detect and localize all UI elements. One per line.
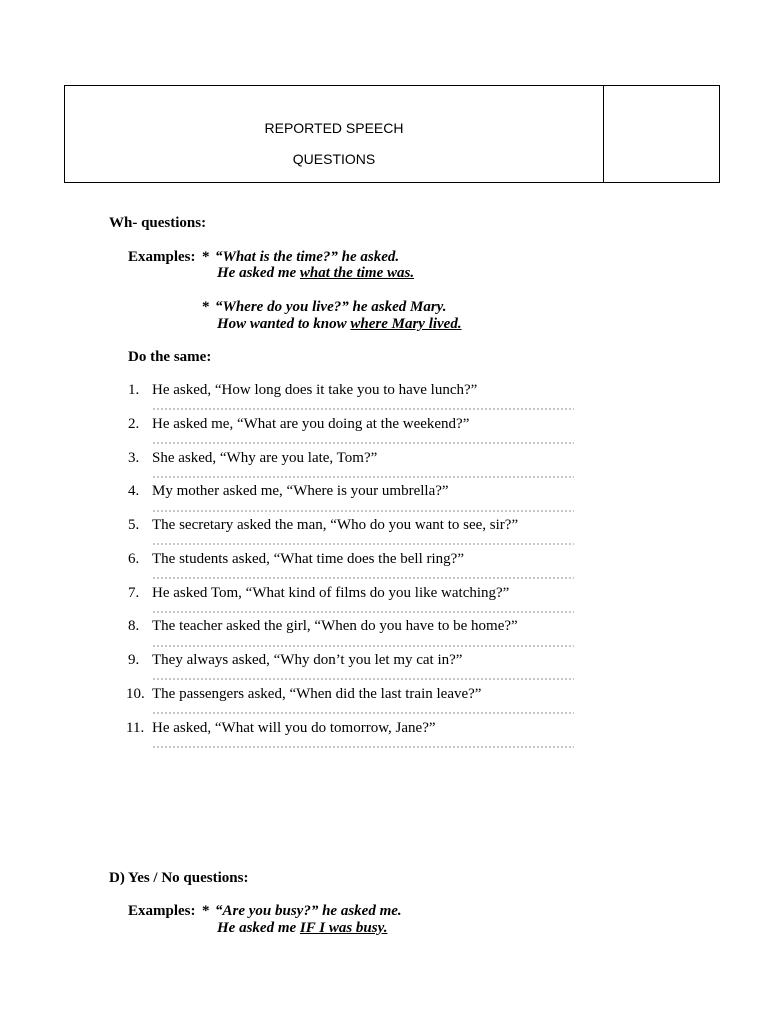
question-text: He asked Tom, “What kind of films do you like watching?” [152, 585, 510, 601]
page-subtitle: QUESTIONS [292, 151, 376, 167]
answer-line[interactable] [152, 746, 574, 748]
do-the-same-heading: Do the same: [128, 349, 212, 365]
question-number: 9. [128, 652, 140, 668]
question-number: 7. [128, 585, 140, 601]
wh-example1-bullet: * [202, 249, 210, 265]
yesno-example1-reported-underlined: IF I was busy. [299, 920, 388, 936]
answer-line[interactable] [152, 577, 574, 579]
yesno-example1-reported-lead: He asked me [217, 920, 300, 936]
yesno-example1-reported [217, 920, 387, 937]
question-text: The secretary asked the man, “Who do you want to see, sir?” [152, 517, 519, 533]
answer-line[interactable] [152, 442, 574, 444]
question-number: 3. [128, 450, 140, 466]
question-text: They always asked, “Why don’t you let my cat in?” [152, 652, 463, 668]
answer-line[interactable] [152, 712, 574, 714]
yesno-example1-bullet: * [202, 903, 210, 919]
wh-example1-quote: “What is the time?” he asked. [215, 249, 400, 265]
answer-line[interactable] [152, 543, 574, 545]
yesno-examples-label: Examples: [128, 903, 196, 919]
wh-example2-bullet: * [202, 299, 210, 315]
yesno-heading: D) Yes / No questions: [109, 870, 249, 886]
question-text: My mother asked me, “Where is your umbrella?” [152, 483, 449, 499]
wh-examples-label: Examples: [128, 249, 196, 265]
question-text: She asked, “Why are you late, Tom?” [152, 450, 378, 466]
page-title: REPORTED SPEECH [264, 120, 404, 136]
answer-line[interactable] [152, 611, 574, 613]
question-text: He asked, “How long does it take you to have lunch?” [152, 382, 478, 398]
wh-heading: Wh- questions: [109, 215, 207, 231]
question-text: The teacher asked the girl, “When do you have to be home?” [152, 618, 518, 634]
answer-line[interactable] [152, 645, 574, 647]
wh-example1-reported [217, 265, 414, 282]
answer-line[interactable] [152, 678, 574, 680]
question-number: 2. [128, 416, 140, 432]
question-number: 11. [126, 720, 145, 736]
question-text: The students asked, “What time does the bell ring?” [152, 551, 464, 567]
question-number: 6. [128, 551, 140, 567]
question-number: 8. [128, 618, 140, 634]
question-number: 5. [128, 517, 140, 533]
wh-example2-quote: “Where do you live?” he asked Mary. [215, 299, 447, 315]
question-number: 1. [128, 382, 140, 398]
question-text: He asked, “What will you do tomorrow, Jane?” [152, 720, 436, 736]
question-number: 10. [126, 686, 145, 702]
question-number: 4. [128, 483, 140, 499]
wh-example2-reported-underlined: where Mary lived. [350, 316, 462, 332]
wh-example2-reported-lead: How wanted to know [217, 316, 351, 332]
answer-line[interactable] [152, 408, 574, 410]
question-text: He asked me, “What are you doing at the weekend?” [152, 416, 470, 432]
wh-example1-reported-lead: He asked me [217, 265, 300, 281]
yesno-example1-quote: “Are you busy?” he asked me. [215, 903, 402, 919]
answer-line[interactable] [152, 510, 574, 512]
wh-example2-reported [217, 316, 462, 333]
wh-example1-reported-underlined: what the time was. [299, 265, 415, 281]
answer-line[interactable] [152, 476, 574, 478]
question-text: The passengers asked, “When did the last train leave?” [152, 686, 482, 702]
